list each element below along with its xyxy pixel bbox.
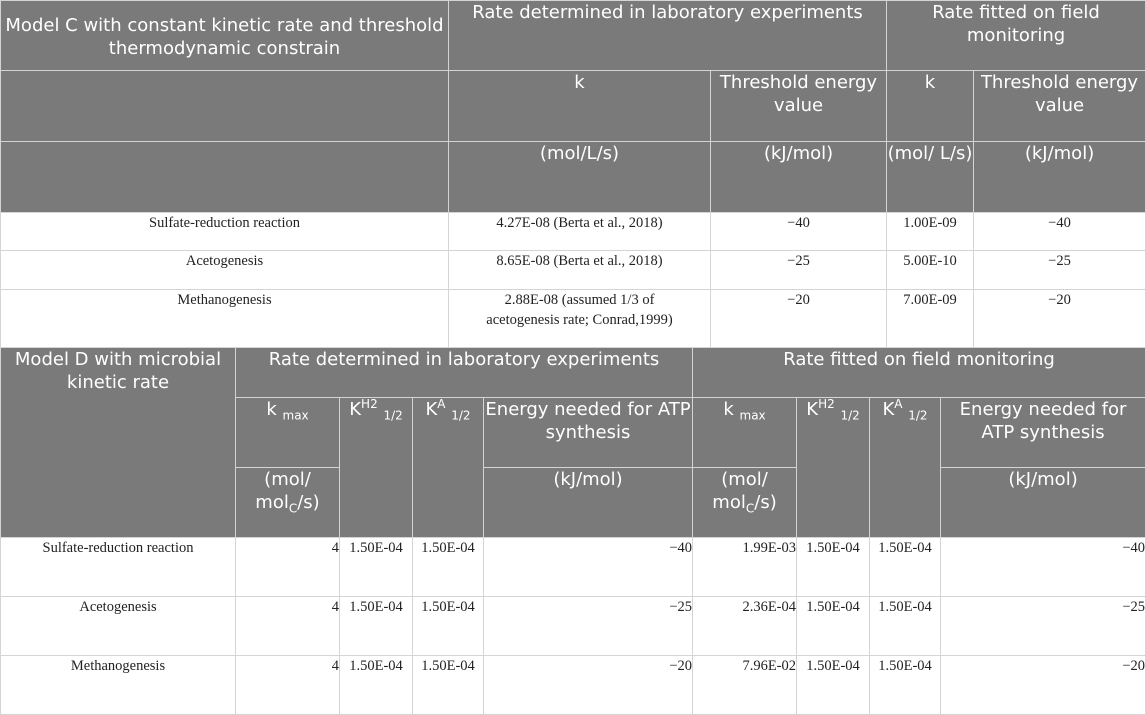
model-d-lab-header: Rate determined in laboratory experiments [236, 348, 693, 398]
model-c-empty-header [1, 71, 449, 142]
field-energy-unit: (kJ/mol) [941, 468, 1145, 538]
reaction-name: Sulfate-reduction reaction [1, 213, 449, 251]
lab-kmax-value: 4 [236, 597, 340, 656]
lab-ka-value: 1.50E-04 [413, 597, 484, 656]
table-row [1, 213, 1145, 251]
lab-kh2-label: $K^{H2}$ $_{1/2}$ [340, 398, 413, 538]
lab-energy-unit: (kJ/mol) [484, 468, 693, 538]
field-ka-label: $K^A$ $_{1/2}$ [870, 398, 941, 538]
lab-threshold-value: −20 [711, 290, 887, 348]
field-k-value: 7.00E-09 [887, 290, 974, 348]
field-energy-value: −25 [941, 597, 1145, 656]
lab-energy-value: −20 [484, 656, 693, 715]
field-energy-value: −40 [941, 538, 1145, 597]
lab-ka-value: 1.50E-04 [413, 538, 484, 597]
field-k-value: 1.00E-09 [887, 213, 974, 251]
model-c-empty-unit [1, 142, 449, 213]
lab-threshold-value: −25 [711, 251, 887, 290]
lab-kmax-value: 4 [236, 538, 340, 597]
field-threshold-value: −40 [974, 213, 1145, 251]
reaction-name: Methanogenesis [1, 656, 236, 715]
field-kmax-unit: (mol/ mol$_C$/s) [693, 468, 797, 538]
lab-kmax-value: 4 [236, 656, 340, 715]
table-row [1, 538, 1145, 597]
lab-kmax-unit: (mol/ mol$_C$/s) [236, 468, 340, 538]
field-kh2-value: 1.50E-04 [797, 538, 870, 597]
model-c-title: Model C with constant kinetic rate and threshold thermodynamic constrain [1, 1, 449, 71]
field-ka-value: 1.50E-04 [870, 656, 941, 715]
field-energy-value: −20 [941, 656, 1145, 715]
field-k-value: 5.00E-10 [887, 251, 974, 290]
field-energy-label: Energy needed for ATP synthesis [941, 398, 1145, 468]
field-threshold-value: −20 [974, 290, 1145, 348]
reaction-name: Acetogenesis [1, 597, 236, 656]
lab-ka-value: 1.50E-04 [413, 656, 484, 715]
field-threshold-value: −25 [974, 251, 1145, 290]
lab-k-value: 2.88E-08 (assumed 1/3 of acetogenesis rate; Conrad,1999) [449, 290, 711, 348]
table-row [1, 597, 1145, 656]
model-d-table [0, 347, 1145, 715]
lab-energy-value: −25 [484, 597, 693, 656]
field-kh2-value: 1.50E-04 [797, 597, 870, 656]
table-row [1, 251, 1145, 290]
field-ka-value: 1.50E-04 [870, 538, 941, 597]
field-kh2-value: 1.50E-04 [797, 656, 870, 715]
lab-threshold-value: −40 [711, 213, 887, 251]
reaction-name: Sulfate-reduction reaction [1, 538, 236, 597]
lab-k-value: 8.65E-08 (Berta et al., 2018) [449, 251, 711, 290]
field-kmax-value: 7.96E-02 [693, 656, 797, 715]
field-kmax-label: k $_{max}$ [693, 398, 797, 468]
reaction-name: Acetogenesis [1, 251, 449, 290]
table-row [1, 290, 1145, 348]
field-kmax-value: 2.36E-04 [693, 597, 797, 656]
table-row [1, 656, 1145, 715]
lab-kh2-value: 1.50E-04 [340, 538, 413, 597]
lab-kmax-label: k $_{max}$ [236, 398, 340, 468]
model-d-field-header: Rate fitted on field monitoring [693, 348, 1145, 398]
lab-energy-label: Energy needed for ATP synthesis [484, 398, 693, 468]
lab-k-value: 4.27E-08 (Berta et al., 2018) [449, 213, 711, 251]
reaction-name: Methanogenesis [1, 290, 449, 348]
lab-energy-value: −40 [484, 538, 693, 597]
model-d-title: Model D with microbial kinetic rate [1, 348, 236, 538]
lab-kh2-value: 1.50E-04 [340, 597, 413, 656]
model-c-lab-energy-unit: (kJ/mol) [711, 142, 887, 213]
model-c-lab-threshold-label: Threshold energy value [711, 71, 887, 142]
model-c-lab-header: Rate determined in laboratory experiments [449, 1, 887, 71]
model-c-field-k-label: k [887, 71, 974, 142]
lab-kh2-value: 1.50E-04 [340, 656, 413, 715]
model-c-field-header: Rate fitted on field monitoring [887, 1, 1145, 71]
field-kh2-label: $K^{H2}$ $_{1/2}$ [797, 398, 870, 538]
model-c-field-k-unit: (mol/ L/s) [887, 142, 974, 213]
field-ka-value: 1.50E-04 [870, 597, 941, 656]
field-kmax-value: 1.99E-03 [693, 538, 797, 597]
model-c-field-energy-unit: (kJ/mol) [974, 142, 1145, 213]
model-c-table [0, 0, 1145, 348]
lab-ka-label: $K^A$ $_{1/2}$ [413, 398, 484, 538]
model-c-field-threshold-label: Threshold energy value [974, 71, 1145, 142]
model-c-lab-k-unit: (mol/L/s) [449, 142, 711, 213]
model-c-lab-k-label: k [449, 71, 711, 142]
